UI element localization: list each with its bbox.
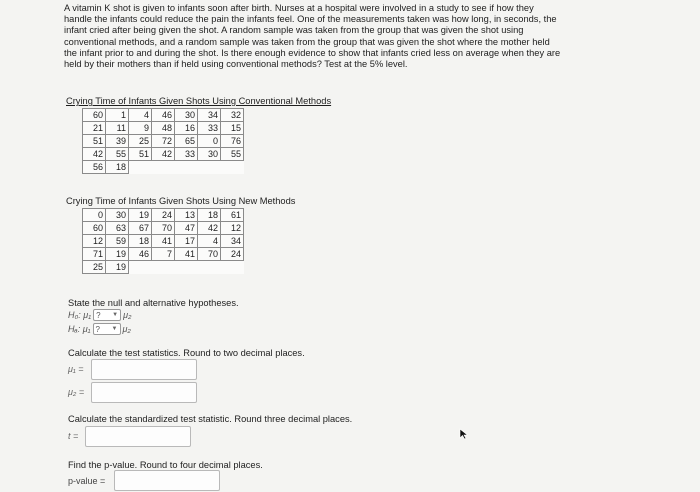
- conventional-methods-table: [82, 108, 244, 174]
- table-cell: 19: [106, 261, 129, 274]
- null-hypothesis-row: [68, 309, 131, 321]
- table-cell: 71: [83, 248, 106, 261]
- table2-title: Crying Time of Infants Given Shots Using New Methods: [66, 196, 296, 206]
- table-cell: 24: [221, 248, 244, 261]
- table-cell: 48: [152, 122, 175, 135]
- table-cell: [221, 261, 244, 274]
- table-cell: 1: [106, 109, 129, 122]
- table-cell: 51: [129, 148, 152, 161]
- table-cell: 51: [83, 135, 106, 148]
- table-cell: [221, 161, 244, 174]
- table-row: [83, 248, 244, 261]
- table-cell: 16: [175, 122, 198, 135]
- table-cell: 56: [83, 161, 106, 174]
- table-cell: 4: [198, 235, 221, 248]
- ha-relation-select[interactable]: [93, 323, 121, 335]
- table-cell: 46: [152, 109, 175, 122]
- table-cell: 41: [152, 235, 175, 248]
- ha-select-value: ?: [95, 324, 100, 334]
- chevron-down-icon: ▼: [112, 312, 119, 318]
- new-methods-table: [82, 208, 244, 274]
- table-row: [83, 235, 244, 248]
- table-cell: [129, 261, 152, 274]
- table-cell: 42: [198, 222, 221, 235]
- pvalue-input[interactable]: [114, 470, 220, 491]
- table-row: [83, 161, 244, 174]
- table-cell: 70: [152, 222, 175, 235]
- test-stats-prompt: Calculate the test statistics. Round to two decimal places.: [68, 348, 305, 358]
- table-cell: 46: [129, 248, 152, 261]
- table-cell: 13: [175, 209, 198, 222]
- table-cell: 47: [175, 222, 198, 235]
- table-cell: [175, 261, 198, 274]
- table-cell: 33: [198, 122, 221, 135]
- table-cell: 0: [83, 209, 106, 222]
- mouse-cursor-icon: [459, 428, 469, 440]
- table-cell: 60: [83, 222, 106, 235]
- table-cell: 21: [83, 122, 106, 135]
- table-cell: 19: [106, 248, 129, 261]
- table-cell: 25: [83, 261, 106, 274]
- table-cell: 25: [129, 135, 152, 148]
- table-cell: 17: [175, 235, 198, 248]
- table-row: [83, 109, 244, 122]
- table-row: [83, 261, 244, 274]
- alternative-hypothesis-row: [68, 323, 131, 335]
- table-cell: 30: [198, 148, 221, 161]
- table-cell: 32: [221, 109, 244, 122]
- table-cell: [152, 261, 175, 274]
- h0-mu2: μ₂: [123, 310, 132, 320]
- mu1-input[interactable]: [91, 359, 197, 380]
- table-cell: 70: [198, 248, 221, 261]
- table-cell: 55: [221, 148, 244, 161]
- h0-label: H₀: μ₁: [68, 310, 92, 320]
- table-cell: 33: [175, 148, 198, 161]
- table-cell: 65: [175, 135, 198, 148]
- ha-mu2: μ₂: [122, 324, 131, 334]
- table-cell: 55: [106, 148, 129, 161]
- table-cell: 18: [106, 161, 129, 174]
- table-cell: 42: [152, 148, 175, 161]
- mu1-label: μ₁ =: [68, 364, 84, 374]
- table-cell: 76: [221, 135, 244, 148]
- table-cell: 18: [198, 209, 221, 222]
- table-cell: 34: [221, 235, 244, 248]
- table-row: [83, 148, 244, 161]
- mu2-label: μ₂ =: [68, 387, 85, 397]
- table-cell: [198, 261, 221, 274]
- table-row: [83, 222, 244, 235]
- table-row: [83, 122, 244, 135]
- table-cell: 4: [129, 109, 152, 122]
- table-cell: 61: [221, 209, 244, 222]
- hypotheses-prompt: State the null and alternative hypotheses.: [68, 298, 239, 308]
- problem-statement: A vitamin K shot is given to infants soon after birth. Nurses at a hospital were involved in a study to see if how they handle the infants could reduce the pain the infants feel. One of the measurements taken was how long, in seconds, the infant cried after being given the shot. A random sample was taken from the group that was given the shot using conventional methods, and a random sample was taken from the group that was given the shot where the mother held the infant prior to and during the shot. Is there enough evidence to show that infants cried less on average when they are held by their mothers than if held using conventional methods? Test at the 5% level.: [64, 3, 561, 70]
- table-cell: [152, 161, 175, 174]
- table-cell: 19: [129, 209, 152, 222]
- table-cell: 34: [198, 109, 221, 122]
- table-cell: 11: [106, 122, 129, 135]
- table-cell: 30: [175, 109, 198, 122]
- ha-label: Hₐ: μ₁: [68, 324, 91, 334]
- table-cell: 12: [83, 235, 106, 248]
- table-cell: 41: [175, 248, 198, 261]
- h0-relation-select[interactable]: [93, 309, 121, 321]
- table-cell: 59: [106, 235, 129, 248]
- table-cell: [129, 161, 152, 174]
- table-cell: 72: [152, 135, 175, 148]
- table1-title: Crying Time of Infants Given Shots Using Conventional Methods: [66, 96, 332, 106]
- pvalue-prompt: Find the p-value. Round to four decimal places.: [68, 460, 263, 470]
- h0-select-value: ?: [96, 310, 101, 320]
- t-label: t =: [68, 431, 79, 441]
- table-row: [83, 209, 244, 222]
- table-cell: 63: [106, 222, 129, 235]
- table-cell: 67: [129, 222, 152, 235]
- table-cell: 7: [152, 248, 175, 261]
- mu2-input[interactable]: [91, 382, 197, 403]
- t-statistic-input[interactable]: [85, 426, 191, 447]
- table-cell: [175, 161, 198, 174]
- table-row: [83, 135, 244, 148]
- table-cell: 30: [106, 209, 129, 222]
- table-cell: 24: [152, 209, 175, 222]
- table-cell: 12: [221, 222, 244, 235]
- chevron-down-icon: ▼: [111, 326, 118, 332]
- table-cell: 0: [198, 135, 221, 148]
- table-cell: 9: [129, 122, 152, 135]
- table-cell: [198, 161, 221, 174]
- table-cell: 18: [129, 235, 152, 248]
- standardized-prompt: Calculate the standardized test statistic. Round three decimal places.: [68, 414, 353, 424]
- table-cell: 39: [106, 135, 129, 148]
- table-cell: 60: [83, 109, 106, 122]
- pvalue-label: p-value =: [68, 476, 106, 486]
- table-cell: 42: [83, 148, 106, 161]
- table-cell: 15: [221, 122, 244, 135]
